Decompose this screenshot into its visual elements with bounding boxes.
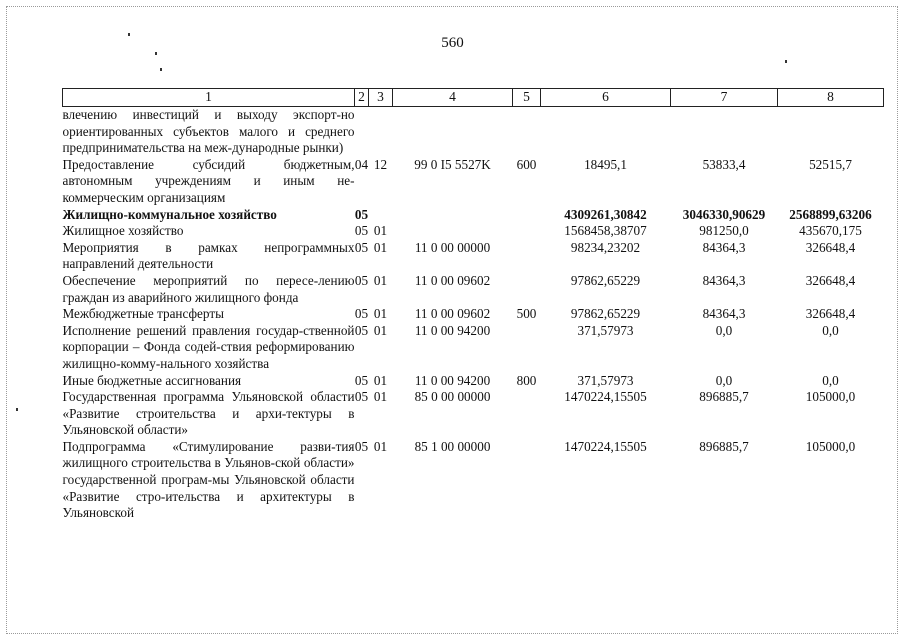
row-subsection-cell: 01 bbox=[373, 389, 388, 405]
row-amount-year2-cell: 0,0 bbox=[715, 372, 733, 388]
row-expense-type-cell bbox=[513, 207, 541, 224]
row-target-article-cell: 11 0 00 94200 bbox=[414, 372, 491, 388]
header-col-2: 2 bbox=[355, 89, 369, 107]
row-section-cell bbox=[355, 107, 369, 157]
table-body bbox=[63, 107, 884, 522]
row-amount-year2-cell: 0,0 bbox=[715, 322, 733, 338]
scan-speck bbox=[785, 60, 787, 63]
scan-speck bbox=[160, 68, 162, 71]
row-amount-year1-cell: 98234,23202 bbox=[570, 239, 641, 255]
row-name-cell: Мероприятия в рамках непрограммных направлений деятельности bbox=[62, 239, 355, 272]
row-target-article-cell bbox=[393, 207, 513, 224]
row-amount-year1-cell: 97862,65229 bbox=[570, 306, 641, 322]
row-expense-type-cell bbox=[513, 240, 541, 273]
row-amount-year3-cell: 326648,4 bbox=[805, 272, 856, 288]
table-row bbox=[63, 373, 884, 390]
row-expense-type-cell: 500 bbox=[516, 306, 537, 322]
row-amount-year3-cell: 105000,0 bbox=[805, 389, 856, 405]
row-amount-year3-cell: 0,0 bbox=[822, 372, 839, 388]
row-amount-year3-cell: 326648,4 bbox=[805, 239, 856, 255]
row-amount-year1-cell bbox=[541, 107, 671, 157]
row-section-cell: 05 bbox=[354, 372, 369, 388]
row-amount-year3-cell bbox=[778, 107, 884, 157]
row-target-article-cell: 85 1 00 00000 bbox=[414, 438, 491, 454]
row-section-cell: 05 bbox=[354, 272, 369, 288]
table-row bbox=[63, 389, 884, 439]
row-name-cell: Обеспечение мероприятий по пересе-лению граждан из аварийного жилищного фонда bbox=[62, 272, 355, 305]
row-amount-year1-cell: 1470224,15505 bbox=[564, 438, 647, 454]
row-amount-year2-cell: 84364,3 bbox=[702, 239, 746, 255]
header-col-5: 5 bbox=[513, 89, 541, 107]
table-row bbox=[63, 107, 884, 157]
table-row bbox=[63, 306, 884, 323]
row-subsection-cell: 01 bbox=[373, 372, 388, 388]
row-name-cell: Подпрограмма «Стимулирование разви-тия жилищного строительства в Ульянов-ской области» государственной програм-мы Ульяновской области «Развитие стро-ительства и архитектуры в Ульяновской bbox=[62, 438, 355, 521]
row-name-cell: Исполнение решений правления государ-ственной корпорации – Фонда содей-ствия реформированию жилищно-комму-нального хозяйства bbox=[62, 322, 355, 371]
scan-speck bbox=[128, 33, 130, 36]
row-subsection-cell: 01 bbox=[373, 239, 388, 255]
header-col-7: 7 bbox=[671, 89, 778, 107]
table-row bbox=[63, 323, 884, 373]
row-amount-year1-cell: 97862,65229 bbox=[570, 272, 641, 288]
scan-speck bbox=[16, 408, 18, 411]
row-amount-year2-cell bbox=[671, 107, 778, 157]
row-amount-year2-cell: 3046330,90629 bbox=[682, 206, 766, 222]
row-expense-type-cell bbox=[513, 107, 541, 157]
header-col-3: 3 bbox=[369, 89, 393, 107]
row-amount-year3-cell: 105000,0 bbox=[805, 438, 856, 454]
row-target-article-cell: 11 0 00 09602 bbox=[414, 306, 491, 322]
budget-table bbox=[62, 88, 884, 522]
row-amount-year3-cell: 0,0 bbox=[822, 322, 839, 338]
row-amount-year1-cell: 4309261,30842 bbox=[564, 206, 647, 222]
row-amount-year1-cell: 18495,1 bbox=[584, 156, 627, 172]
table-row bbox=[63, 439, 884, 522]
row-amount-year3-cell: 435670,175 bbox=[799, 223, 862, 239]
row-amount-year3-cell: 2568899,63206 bbox=[789, 206, 872, 222]
row-target-article-cell bbox=[393, 107, 513, 157]
row-section-cell: 05 bbox=[354, 322, 369, 338]
row-amount-year1-cell: 371,57973 bbox=[577, 322, 634, 338]
row-amount-year3-cell: 326648,4 bbox=[805, 306, 856, 322]
row-section-cell: 05 bbox=[354, 438, 369, 454]
table-row bbox=[63, 240, 884, 273]
row-subsection-cell: 01 bbox=[373, 306, 388, 322]
row-target-article-cell: 11 0 00 00000 bbox=[414, 239, 491, 255]
row-amount-year2-cell: 896885,7 bbox=[699, 389, 749, 405]
header-col-1: 1 bbox=[63, 89, 355, 107]
row-amount-year1-cell: 371,57973 bbox=[577, 372, 634, 388]
header-col-4: 4 bbox=[393, 89, 513, 107]
row-subsection-cell: 01 bbox=[373, 322, 388, 338]
row-target-article-cell: 11 0 00 09602 bbox=[414, 272, 491, 288]
row-amount-year2-cell: 896885,7 bbox=[699, 438, 749, 454]
row-amount-year2-cell: 981250,0 bbox=[699, 223, 749, 239]
row-section-cell: 05 bbox=[354, 206, 369, 222]
row-section-cell: 05 bbox=[354, 389, 369, 405]
row-section-cell: 05 bbox=[354, 239, 369, 255]
row-expense-type-cell bbox=[513, 223, 541, 240]
scan-speck bbox=[155, 52, 157, 55]
row-name-cell: Жилищно-коммунальное хозяйство bbox=[62, 206, 277, 222]
row-expense-type-cell bbox=[513, 389, 541, 439]
row-section-cell: 05 bbox=[354, 223, 369, 239]
row-amount-year3-cell: 52515,7 bbox=[809, 156, 852, 172]
row-amount-year1-cell: 1568458,38707 bbox=[564, 223, 647, 239]
row-name-cell: Предоставление субсидий бюджетным, автономным учреждениям и иным не-коммерческим организациям bbox=[62, 156, 355, 205]
table-header-row bbox=[63, 89, 884, 107]
row-name-cell: Жилищное хозяйство bbox=[62, 223, 184, 239]
page-number: 560 bbox=[441, 35, 464, 51]
row-expense-type-cell bbox=[513, 439, 541, 522]
row-name-cell: Межбюджетные трансферты bbox=[62, 306, 224, 322]
row-target-article-cell: 85 0 00 00000 bbox=[414, 389, 491, 405]
row-amount-year1-cell: 1470224,15505 bbox=[564, 389, 647, 405]
row-subsection-cell bbox=[369, 207, 393, 224]
row-expense-type-cell: 800 bbox=[516, 372, 537, 388]
row-expense-type-cell bbox=[513, 323, 541, 373]
row-expense-type-cell: 600 bbox=[516, 156, 537, 172]
row-subsection-cell: 01 bbox=[373, 272, 388, 288]
row-name-cell: Государственная программа Ульяновской области «Развитие строительства и архи-тектуры в Ульяновской области» bbox=[62, 389, 355, 438]
row-expense-type-cell bbox=[513, 273, 541, 306]
table-row bbox=[63, 223, 884, 240]
row-target-article-cell bbox=[393, 223, 513, 240]
row-subsection-cell: 01 bbox=[373, 438, 388, 454]
row-target-article-cell: 11 0 00 94200 bbox=[414, 322, 491, 338]
table-row bbox=[63, 207, 884, 224]
row-subsection-cell: 12 bbox=[373, 156, 388, 172]
row-name-cell: Иные бюджетные ассигнования bbox=[62, 372, 242, 388]
row-subsection-cell bbox=[369, 107, 393, 157]
row-section-cell: 05 bbox=[354, 306, 369, 322]
table-row bbox=[63, 157, 884, 207]
header-col-6: 6 bbox=[541, 89, 671, 107]
row-name-cell: влечению инвестиций и выходу экспорт-но ориентированных субъектов малого и среднего предпринимательства на меж-дународные рынки) bbox=[62, 107, 355, 156]
row-target-article-cell: 99 0 I5 5527K bbox=[414, 156, 491, 172]
row-section-cell: 04 bbox=[354, 156, 369, 172]
row-amount-year2-cell: 84364,3 bbox=[702, 272, 746, 288]
header-col-8: 8 bbox=[778, 89, 884, 107]
row-amount-year2-cell: 53833,4 bbox=[702, 156, 746, 172]
row-amount-year2-cell: 84364,3 bbox=[702, 306, 746, 322]
table-row bbox=[63, 273, 884, 306]
row-subsection-cell: 01 bbox=[373, 223, 388, 239]
